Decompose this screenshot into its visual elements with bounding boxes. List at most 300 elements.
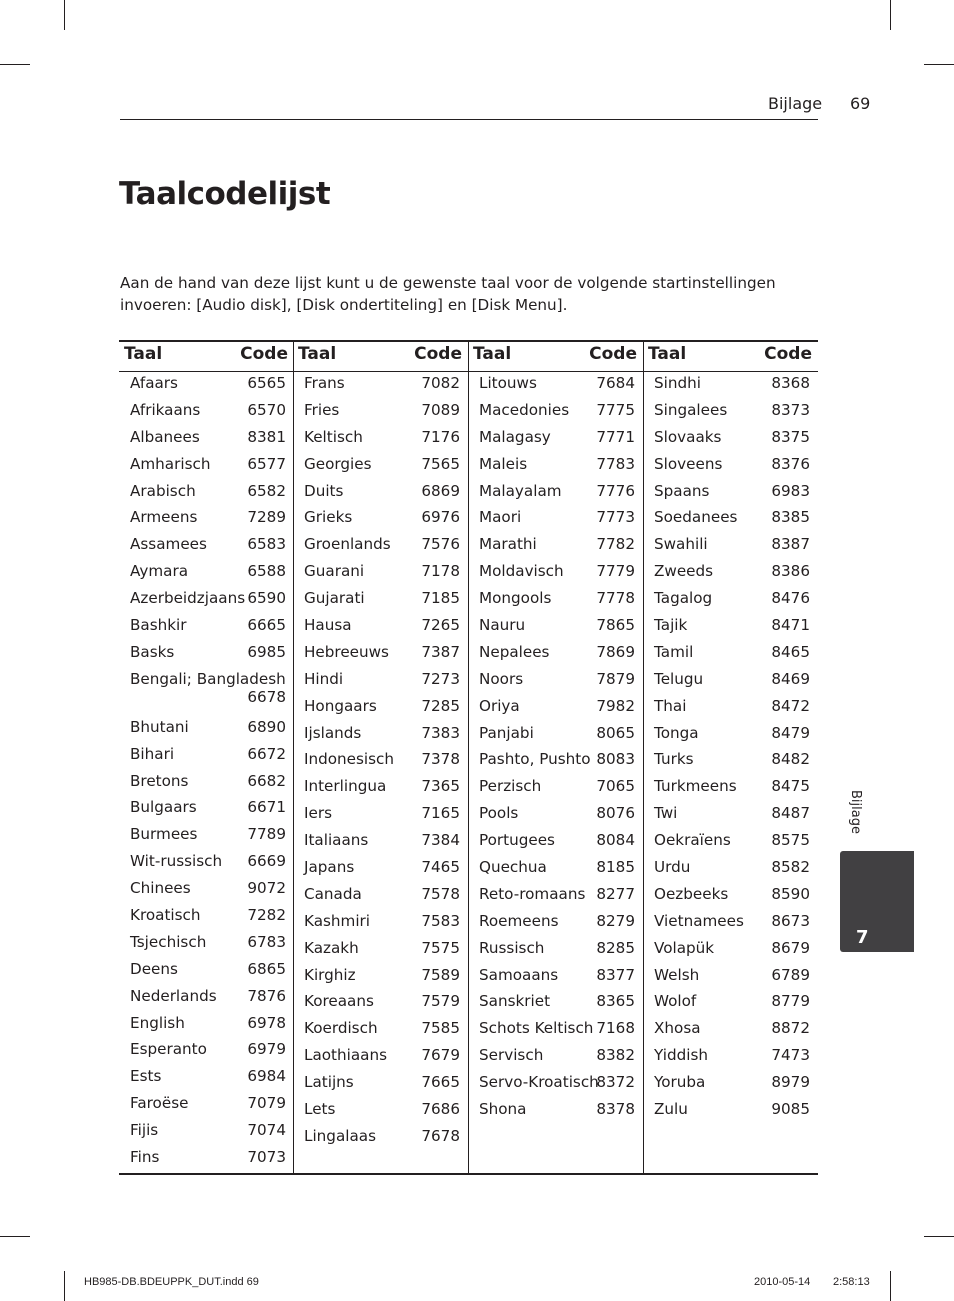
language-name: Grieks (304, 508, 353, 527)
language-name: Maleis (479, 454, 528, 473)
language-code: 8375 (771, 427, 810, 446)
language-name: Volapük (654, 938, 715, 957)
table-row (119, 1119, 294, 1146)
table-row (468, 695, 643, 722)
footer-time: 2:58:13 (833, 1276, 870, 1288)
table-column (293, 342, 468, 1173)
language-code: 8372 (596, 1073, 635, 1092)
table-row (119, 560, 294, 587)
language-code: 8575 (771, 831, 810, 850)
table-row (643, 748, 818, 775)
language-name: Iers (304, 804, 332, 823)
language-name: Canada (304, 884, 362, 903)
language-code: 6978 (247, 1013, 286, 1032)
language-code: 6678 (247, 687, 286, 706)
language-code: 7579 (421, 992, 460, 1011)
language-name: Laothiaans (304, 1046, 388, 1065)
language-name: Esperanto (130, 1040, 207, 1059)
language-name: Ests (130, 1067, 162, 1086)
language-code: 7176 (421, 427, 460, 446)
language-name: Marathi (479, 535, 537, 554)
table-row (293, 641, 468, 668)
language-name: Pools (479, 804, 519, 823)
language-name: Kashmiri (304, 911, 371, 930)
table-row (119, 506, 294, 533)
language-code: 7583 (421, 911, 460, 930)
language-name: Latijns (304, 1073, 354, 1092)
language-code: 7869 (596, 642, 635, 661)
header-language: Taal (298, 344, 337, 364)
table-row (119, 533, 294, 560)
language-name: Gujarati (304, 589, 365, 608)
table-row (468, 426, 643, 453)
language-name: Azerbeidzjaans (130, 589, 246, 608)
language-code: 7079 (247, 1094, 286, 1113)
language-code: 7783 (596, 454, 635, 473)
language-name: Servisch (479, 1046, 544, 1065)
language-name: Servo-Kroatisch (479, 1073, 599, 1092)
language-code: 7165 (421, 804, 460, 823)
language-code: 6671 (247, 798, 286, 817)
language-code: 7684 (596, 374, 635, 392)
table-row (119, 641, 294, 668)
table-rows (293, 372, 468, 1152)
language-code: 7879 (596, 669, 635, 688)
language-code: 7776 (596, 481, 635, 500)
table-row (468, 1071, 643, 1098)
table-row (293, 937, 468, 964)
table-row (293, 560, 468, 587)
language-code: 7387 (421, 642, 460, 661)
language-code: 8582 (771, 858, 810, 877)
table-row (643, 883, 818, 910)
language-code: 8482 (771, 750, 810, 769)
language-code: 7565 (421, 454, 460, 473)
table-row (119, 587, 294, 614)
language-code: 8487 (771, 804, 810, 823)
table-rows (468, 372, 643, 1125)
language-name: Noors (479, 669, 524, 688)
header-language: Taal (473, 344, 512, 364)
language-code: 7665 (421, 1073, 460, 1092)
language-name: Wit-russisch (130, 852, 223, 871)
language-code: 8185 (596, 858, 635, 877)
table-row (468, 964, 643, 991)
language-name: Bretons (130, 771, 189, 790)
table-row (293, 829, 468, 856)
language-code: 8285 (596, 938, 635, 957)
table-row (119, 770, 294, 797)
language-name: Koerdisch (304, 1019, 378, 1038)
table-rows (119, 372, 294, 1173)
language-name: Duits (304, 481, 344, 500)
table-row (293, 883, 468, 910)
language-name: Russisch (479, 938, 545, 957)
table-row (119, 1065, 294, 1092)
table-row (643, 990, 818, 1017)
language-name: Lingalaas (304, 1126, 376, 1145)
table-row (119, 426, 294, 453)
language-name: Wolof (654, 992, 697, 1011)
table-row (468, 990, 643, 1017)
table-row (468, 1017, 643, 1044)
table-row (468, 802, 643, 829)
column-header (293, 342, 468, 372)
table-row (293, 614, 468, 641)
language-code: 7773 (596, 508, 635, 527)
language-name: Schots Keltisch (479, 1019, 594, 1038)
crop-mark (64, 0, 65, 30)
table-row (119, 958, 294, 985)
language-name: Oriya (479, 696, 520, 715)
language-name: Xhosa (654, 1019, 701, 1038)
language-name: Tagalog (654, 589, 713, 608)
language-name: Groenlands (304, 535, 391, 554)
language-name: Afrikaans (130, 400, 201, 419)
language-name: Bhutani (130, 717, 189, 736)
language-code: 8471 (771, 616, 810, 635)
table-row (468, 722, 643, 749)
language-name: Malagasy (479, 427, 551, 446)
table-row (468, 937, 643, 964)
table-row (468, 668, 643, 695)
table-row (468, 748, 643, 775)
table-row (293, 910, 468, 937)
table-row (293, 533, 468, 560)
language-code: 8476 (771, 589, 810, 608)
language-code: 7285 (421, 696, 460, 715)
language-name: Ijslands (304, 723, 362, 742)
header-code: Code (414, 344, 462, 364)
crop-mark (890, 1271, 891, 1301)
language-code: 7771 (596, 427, 635, 446)
table-row (643, 506, 818, 533)
table-row (468, 480, 643, 507)
crop-mark (890, 0, 891, 30)
language-code: 7074 (247, 1121, 286, 1140)
language-name: Hebreeuws (304, 642, 389, 661)
language-name: Soedanees (654, 508, 738, 527)
table-row (119, 796, 294, 823)
table-row (119, 399, 294, 426)
table-row (643, 453, 818, 480)
table-row (468, 641, 643, 668)
table-row (119, 480, 294, 507)
language-code: 6979 (247, 1040, 286, 1059)
table-row (468, 775, 643, 802)
table-row (643, 426, 818, 453)
table-row (119, 1092, 294, 1119)
table-row (119, 823, 294, 850)
language-code: 8381 (247, 427, 286, 446)
language-code: 6869 (421, 481, 460, 500)
language-code: 7073 (247, 1148, 286, 1167)
language-name: Burmees (130, 825, 198, 844)
language-code: 7876 (247, 986, 286, 1005)
language-code: 6985 (247, 642, 286, 661)
language-code: 7679 (421, 1046, 460, 1065)
language-name: Reto-romaans (479, 884, 586, 903)
table-row (468, 560, 643, 587)
language-code: 6565 (247, 374, 286, 392)
table-row (293, 1071, 468, 1098)
table-row (468, 1098, 643, 1125)
table-row (643, 641, 818, 668)
table-row (293, 856, 468, 883)
language-name: Yiddish (654, 1046, 708, 1065)
language-name: Lets (304, 1100, 336, 1119)
language-name: Afaars (130, 374, 178, 392)
table-row (119, 985, 294, 1012)
language-code: 6865 (247, 959, 286, 978)
language-name: Nederlands (130, 986, 217, 1005)
table-column (643, 342, 818, 1173)
language-code: 7589 (421, 965, 460, 984)
language-code: 7465 (421, 858, 460, 877)
language-code: 6682 (247, 771, 286, 790)
language-name: Shona (479, 1100, 527, 1119)
language-code: 7473 (771, 1046, 810, 1065)
language-name: Panjabi (479, 723, 534, 742)
language-code: 8083 (596, 750, 635, 769)
language-code: 7575 (421, 938, 460, 957)
table-row (119, 904, 294, 931)
language-code: 8065 (596, 723, 635, 742)
table-row (293, 802, 468, 829)
language-name: Hongaars (304, 696, 377, 715)
table-row (468, 399, 643, 426)
language-code: 7265 (421, 616, 460, 635)
language-code: 7089 (421, 400, 460, 419)
language-name: Yoruba (654, 1073, 706, 1092)
language-code: 7082 (421, 374, 460, 392)
language-name: Portugees (479, 831, 555, 850)
language-name: Aymara (130, 562, 188, 581)
language-code: 6582 (247, 481, 286, 500)
language-name: Tsjechisch (130, 932, 207, 951)
language-name: Telugu (654, 669, 704, 688)
table-row (643, 829, 818, 856)
language-name: Perzisch (479, 777, 542, 796)
language-code: 6976 (421, 508, 460, 527)
crop-mark (64, 1271, 65, 1301)
table-row (468, 587, 643, 614)
language-code: 7778 (596, 589, 635, 608)
language-name: Urdu (654, 858, 691, 877)
language-code: 7865 (596, 616, 635, 635)
language-name: Tajik (654, 616, 688, 635)
language-code: 8365 (596, 992, 635, 1011)
language-name: Sanskriet (479, 992, 551, 1011)
table-row (119, 1012, 294, 1039)
language-name: Zweeds (654, 562, 714, 581)
crop-mark (0, 1236, 30, 1237)
intro-paragraph: Aan de hand van deze lijst kunt u de gewenste taal voor de volgende startinstellingen invoeren: [Audio disk], [Disk ondertiteling] en [Disk Menu]. (120, 274, 776, 314)
language-code: 8673 (771, 911, 810, 930)
language-code: 8377 (596, 965, 635, 984)
language-code: 8376 (771, 454, 810, 473)
language-name: Fries (304, 400, 340, 419)
language-name: Bulgaars (130, 798, 197, 817)
language-name: Keltisch (304, 427, 363, 446)
language-name: Bengali; Bangladesh (130, 669, 286, 688)
language-name: Chinees (130, 879, 191, 898)
language-code: 7178 (421, 562, 460, 581)
table-row (643, 668, 818, 695)
language-name: Welsh (654, 965, 700, 984)
language-code: 9085 (771, 1100, 810, 1119)
language-name: Japans (304, 858, 355, 877)
language-name: Hindi (304, 669, 344, 688)
language-name: Litouws (479, 374, 537, 392)
language-name: Macedonies (479, 400, 570, 419)
table-row (293, 1044, 468, 1071)
language-code: 7065 (596, 777, 635, 796)
table-row (643, 964, 818, 991)
chapter-tab (840, 851, 914, 952)
header-code: Code (589, 344, 637, 364)
table-row (643, 587, 818, 614)
table-row (643, 1044, 818, 1071)
language-name: Albanees (130, 427, 200, 446)
language-name: Quechua (479, 858, 547, 877)
table-row (643, 560, 818, 587)
language-code: 8590 (771, 884, 810, 903)
table-row (468, 910, 643, 937)
table-row (643, 775, 818, 802)
language-code: 7789 (247, 825, 286, 844)
table-row (293, 1098, 468, 1125)
table-row (468, 856, 643, 883)
table-row (643, 1071, 818, 1098)
language-name: Assamees (130, 535, 207, 554)
language-name: Frans (304, 374, 345, 392)
page-title: Taalcodelijst (119, 176, 331, 212)
language-code: 7576 (421, 535, 460, 554)
language-code: 8872 (771, 1019, 810, 1038)
table-row (293, 372, 468, 399)
table-column (119, 342, 294, 1173)
language-name: Malayalam (479, 481, 562, 500)
language-code: 6984 (247, 1067, 286, 1086)
language-name: Basks (130, 642, 175, 661)
footer-filename: HB985-DB.BDEUPPK_DUT.indd 69 (84, 1276, 259, 1288)
language-code: 8475 (771, 777, 810, 796)
table-row (468, 506, 643, 533)
language-code: 6577 (247, 454, 286, 473)
language-code: 7282 (247, 906, 286, 925)
table-row (119, 850, 294, 877)
table-row (293, 453, 468, 480)
language-name: Twi (654, 804, 678, 823)
crop-mark (924, 1236, 954, 1237)
language-name: Spaans (654, 481, 710, 500)
language-code: 6890 (247, 717, 286, 736)
language-code: 8277 (596, 884, 635, 903)
language-name: Sindhi (654, 374, 701, 392)
language-code: 8479 (771, 723, 810, 742)
footer-date: 2010-05-14 (754, 1276, 811, 1288)
table-row (119, 668, 294, 716)
table-row (293, 506, 468, 533)
language-name: Vietnamees (654, 911, 744, 930)
language-code: 6789 (771, 965, 810, 984)
header-code: Code (240, 344, 288, 364)
language-name: Tonga (654, 723, 699, 742)
language-code: 7273 (421, 669, 460, 688)
table-row (643, 480, 818, 507)
language-name: Slovaaks (654, 427, 722, 446)
language-code: 7289 (247, 508, 286, 527)
column-header (119, 342, 294, 372)
crop-mark (924, 64, 954, 65)
language-name: English (130, 1013, 185, 1032)
table-row (643, 533, 818, 560)
language-code: 7775 (596, 400, 635, 419)
page-number: 69 (850, 94, 871, 113)
language-code: 7185 (421, 589, 460, 608)
table-row (643, 1017, 818, 1044)
language-name: Pashto, Pushto (479, 750, 591, 769)
language-code: 7982 (596, 696, 635, 715)
table-row (643, 937, 818, 964)
language-code: 7686 (421, 1100, 460, 1119)
table-row (643, 399, 818, 426)
language-code: 8387 (771, 535, 810, 554)
table-row (643, 614, 818, 641)
language-name: Turkmeens (654, 777, 737, 796)
language-code: 6669 (247, 852, 286, 871)
table-row (293, 775, 468, 802)
language-code: 7585 (421, 1019, 460, 1038)
column-header (468, 342, 643, 372)
header-code: Code (764, 344, 812, 364)
language-code: 7168 (596, 1019, 635, 1038)
language-name: Interlingua (304, 777, 387, 796)
table-row (293, 695, 468, 722)
language-code-table (119, 340, 818, 1175)
language-code: 6672 (247, 744, 286, 763)
header-rule (120, 119, 818, 120)
table-row (643, 722, 818, 749)
language-name: Tamil (654, 642, 694, 661)
language-name: Indonesisch (304, 750, 395, 769)
language-name: Zulu (654, 1100, 688, 1119)
language-name: Arabisch (130, 481, 196, 500)
header-language: Taal (648, 344, 687, 364)
table-row (643, 910, 818, 937)
language-name: Moldavisch (479, 562, 564, 581)
table-row (293, 1017, 468, 1044)
language-name: Turks (654, 750, 694, 769)
table-row (468, 372, 643, 399)
language-name: Nepalees (479, 642, 550, 661)
language-name: Guarani (304, 562, 365, 581)
header-language: Taal (124, 344, 163, 364)
table-row (643, 372, 818, 399)
table-column (468, 342, 643, 1173)
language-code: 7678 (421, 1126, 460, 1145)
language-code: 6665 (247, 616, 286, 635)
language-code: 7365 (421, 777, 460, 796)
table-row (468, 1044, 643, 1071)
language-name: Hausa (304, 616, 352, 635)
language-code: 8465 (771, 642, 810, 661)
language-code: 8378 (596, 1100, 635, 1119)
side-tab-label: Bijlage (848, 790, 863, 834)
table-row (293, 964, 468, 991)
language-name: Fijis (130, 1121, 159, 1140)
